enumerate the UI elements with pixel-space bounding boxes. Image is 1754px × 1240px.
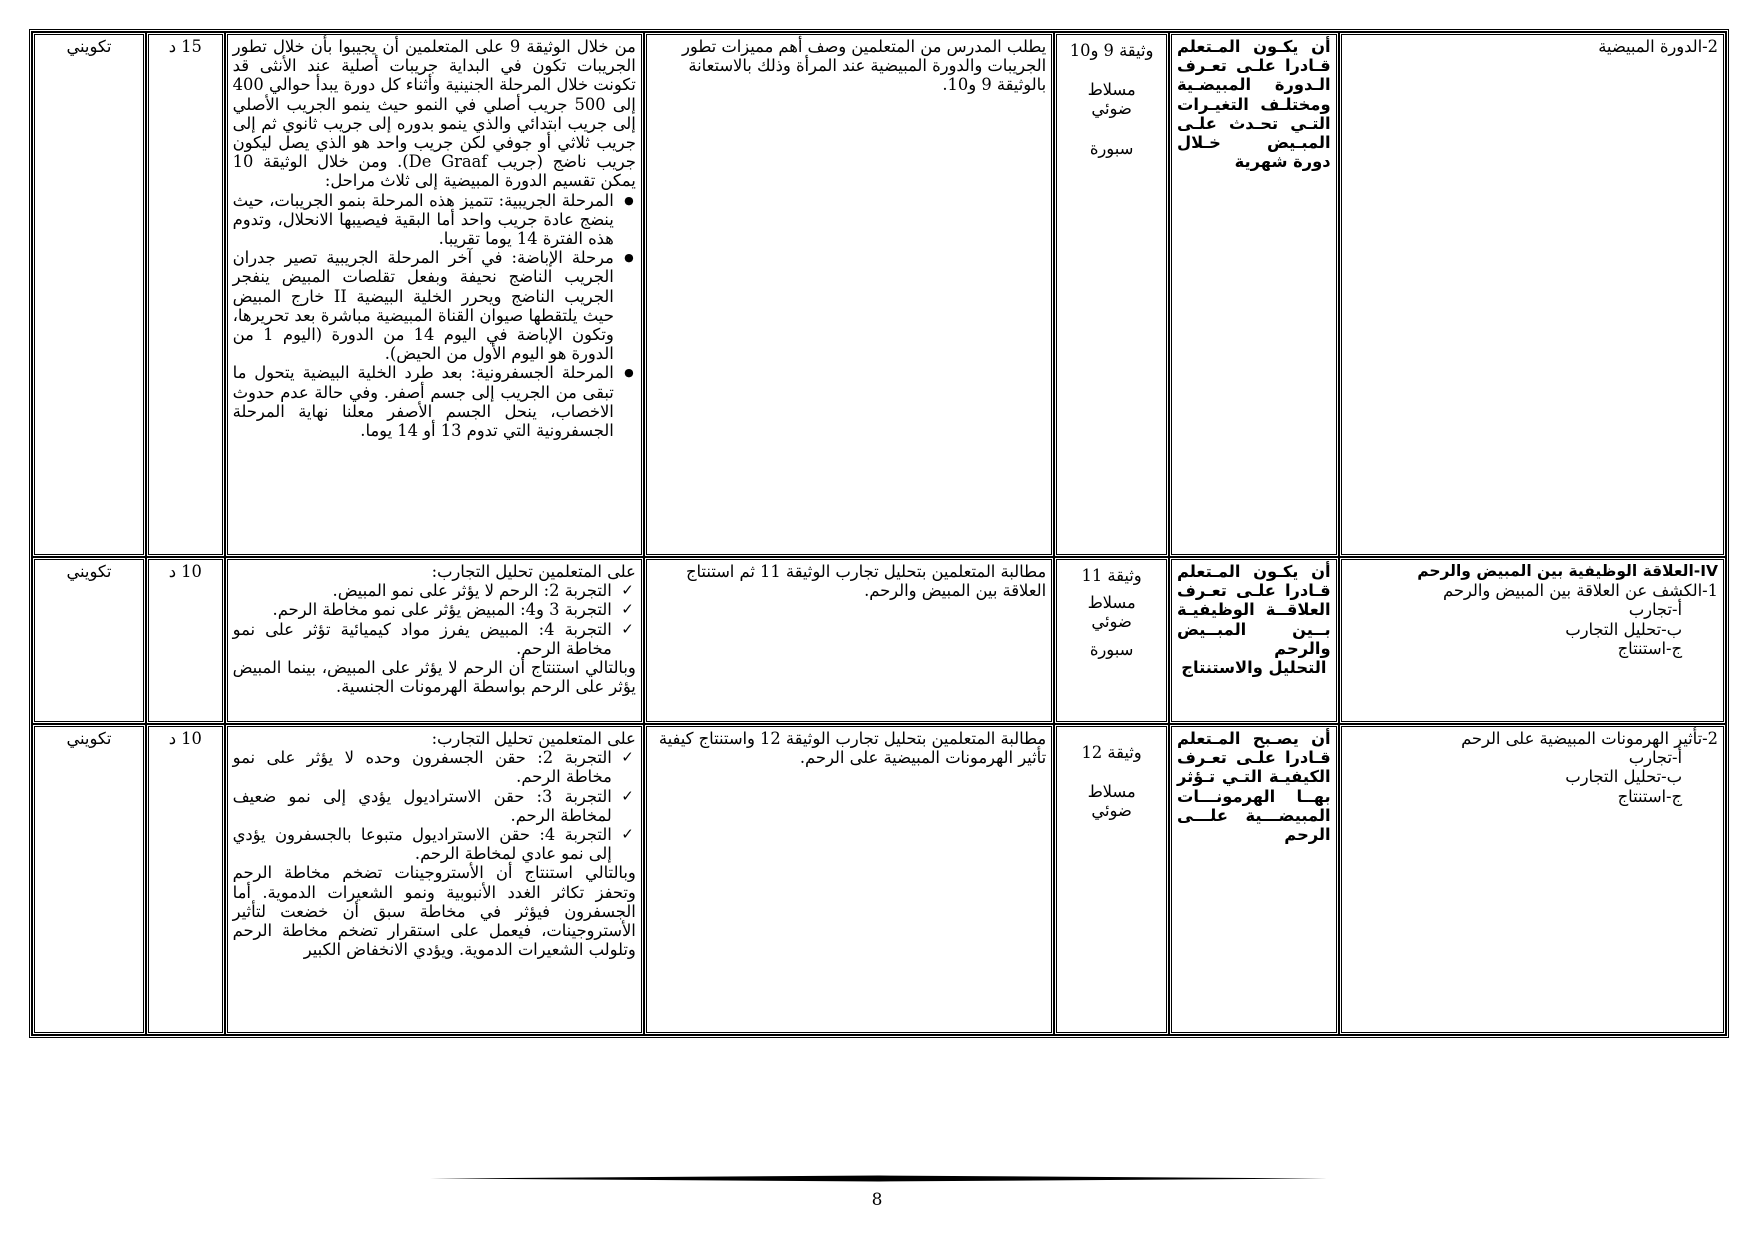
evaluation-cell [32,32,146,557]
learner-activity-cell [225,557,644,724]
list-item: ✓ التجربة 4: حقن الاستراديول متبوعا بالجسفرون يؤدي إلى نمو عادي لمخاطة الرحم. [233,825,636,863]
content-line: أ-تجارب [1628,600,1682,620]
table-row [32,32,1726,557]
activity-cell [644,557,1054,724]
means-item: سبورة [1089,639,1134,659]
evaluation-type: تكويني [66,729,112,748]
content-line: ج-استنتاج [1617,638,1682,658]
duration: 10 د [168,562,202,581]
footer-divider [430,1175,1328,1182]
means-item: سبورة [1089,138,1134,158]
content-cell [1339,32,1726,557]
learner-conclusion: وبالتالي استنتاج أن الأستروجينات تضخم مخاطة الرحم وتحفز تكاثر الغدد الأنبوبية ونمو الشعيرات الدموية. أما الجسفرون فيؤثر في مخاطة سبق أن خضعت لتأثير الأستروجينات، فيعمل على استقرار تضخم مخاطة الرحم وتلولب الشعيرات الدموية. ويؤدي الانخفاض الكبير [232,863,636,960]
activity-cell [644,32,1054,557]
list-item: ✓ التجربة 2: حقن الجسفرون وحده لا يؤثر على نمو مخاطة الرحم. [233,748,636,786]
time-cell [146,724,225,1035]
learner-conclusion: وبالتالي استنتاج أن الرحم لا يؤثر على المبيض، بينما المبيض يؤثر على الرحم بواسطة الهرمونات الجنسية. [232,658,636,697]
objective-text: أن يكـون المـتعلم قـادرا علـى تعـرف العلاقــة الوظيفيـة بــين المبــيض والرحم [1177,562,1331,658]
learner-activity-cell [225,32,644,557]
evaluation-cell [32,724,146,1035]
means-item: مسلاط ضوئي [1087,593,1136,632]
means-item: وثيقة 9 و10 [1069,41,1154,60]
experiment-list [233,748,636,863]
list-item: ✓ التجربة 3 و4: المبيض يؤثر على نمو مخاطة الرحم. [233,600,636,619]
list-item: ✓ التجربة 3: حقن الاستراديول يؤدي إلى نمو ضعيف لمخاطة الرحم. [233,787,636,825]
experiment-list [233,581,636,658]
page-number: 8 [871,1190,883,1210]
time-cell [146,32,225,557]
list-item: ● مرحلة الإباضة: في آخر المرحلة الجريبية تصير جدران الجريب الناضج نحيفة وبفعل تقلصات المبيض ينفجر الجريب الناضج ويحرر الخلية البيضية II خارج المبيض حيث يلتقطها صيوان القناة المبيضية مباشرة بعد تحريرها، وتكون الإباضة في اليوم 14 من الدورة (اليوم 1 من الدورة هو اليوم الأول من الحيض). [233,248,636,363]
means-item: وثيقة 11 [1081,566,1142,585]
content-line: ب-تحليل التجارب [1565,767,1682,787]
means-cell [1054,724,1169,1035]
objective-cell [1169,557,1339,724]
content-line: 2-الدورة المبيضية [1598,37,1718,56]
evaluation-cell [32,557,146,724]
evaluation-type: تكويني [66,37,112,56]
activity-text: مطالبة المتعلمين بتحليل تجارب الوثيقة 12 واستنتاج كيفية تأثير الهرمونات المبيضية على الرحم. [658,729,1047,768]
objective-cell [1169,724,1339,1035]
lesson-plan-table [29,29,1729,1038]
content-line: ب-تحليل التجارب [1565,619,1682,639]
means-item: مسلاط ضوئي [1087,782,1136,821]
learner-intro: من خلال الوثيقة 9 على المتعلمين أن يجيبوا بأن خلال تطور الجريبات تكون في البداية جريبات أصلية عند الأنثى قد تكونت خلال المرحلة الجنينية وأثناء كل دورة يبدأ حوالي 400 إلى 500 جريب أصلي في النمو حيث ينمو الجريب الأصلي إلى جريب ابتدائي والذي ينمو بدوره إلى جريب ثانوي ثم إلى جريب ثلاثي أو جوفي لكن جريب واحد هو الذي يصل ليكون جريب ناضج (جريب De Graaf). ومن خلال الوثيقة 10 يمكن تقسيم الدورة المبيضية إلى ثلاث مراحل: [232,37,636,191]
activity-text: مطالبة المتعلمين بتحليل تجارب الوثيقة 11 ثم استنتاج العلاقة بين المبيض والرحم. [685,562,1047,601]
content-line: ج-استنتاج [1617,786,1682,806]
objective-text: أن يكـون المـتعلم قـادرا علـى تعـرف الـدورة المبيضـية ومختلـف التغيـرات التـي تحـدث علـى المبـيض خـلال دورة شهرية [1177,37,1331,172]
list-item: ● المرحلة الجسفرونية: بعد طرد الخلية البيضية يتحول ما تبقى من الجريب إلى جسم أصفر. وفي حالة عدم حدوث الاخصاب، ينحل الجسم الأصفر معلنا نهاية المرحلة الجسفرونية التي تدوم 13 أو 14 يوما. [233,363,636,440]
objective-skill: التحليل والاستنتاج [1181,658,1327,678]
means-cell [1054,32,1169,557]
learner-activity-cell [225,724,644,1035]
evaluation-type: تكويني [66,562,112,581]
objective-cell [1169,32,1339,557]
list-item: ✓ التجربة 2: الرحم لا يؤثر على نمو المبيض. [233,581,636,600]
objective-text: أن يصـبح المـتعلم قـادرا علـى تعـرف الكيفيـة التـي تـؤثر بهــا الهرمونـــات المبيضـــية علـــى الرحم [1177,729,1331,845]
content-line: 1-الكشف عن العلاقة بين المبيض والرحم [1442,581,1718,601]
duration: 15 د [168,37,202,56]
time-cell [146,557,225,724]
content-line: أ-تجارب [1628,748,1682,768]
section-heading: IV-العلاقة الوظيفية بين المبيض والرحم [1417,562,1718,580]
means-item: مسلاط ضوئي [1087,80,1136,119]
stage-list [233,191,636,441]
activity-cell [644,724,1054,1035]
duration: 10 د [168,729,202,748]
learner-intro: على المتعلمين تحليل التجارب: [431,729,636,748]
learner-intro: على المتعلمين تحليل التجارب: [431,562,636,581]
content-line: 2-تأثير الهرمونات المبيضية على الرحم [1461,729,1718,748]
table-row [32,724,1726,1035]
content-cell [1339,724,1726,1035]
list-item: ● المرحلة الجريبية: تتميز هذه المرحلة بنمو الجريبات، حيث ينضج عادة جريب واحد أما البقية فيصيبها الانحلال، وتدوم هذه الفترة 14 يوما تقريبا. [233,191,636,249]
table-row [32,557,1726,724]
lesson-plan-sheet [29,29,1729,1038]
means-item: وثيقة 12 [1081,743,1142,762]
means-cell [1054,557,1169,724]
activity-text: يطلب المدرس من المتعلمين وصف أهم مميزات تطور الجريبات والدورة المبيضية عند المرأة وذلك بالاستعانة بالوثيقة 9 و10. [682,37,1047,95]
content-cell [1339,557,1726,724]
list-item: ✓ التجربة 4: المبيض يفرز مواد كيميائية تؤثر على نمو مخاطة الرحم. [233,620,636,658]
